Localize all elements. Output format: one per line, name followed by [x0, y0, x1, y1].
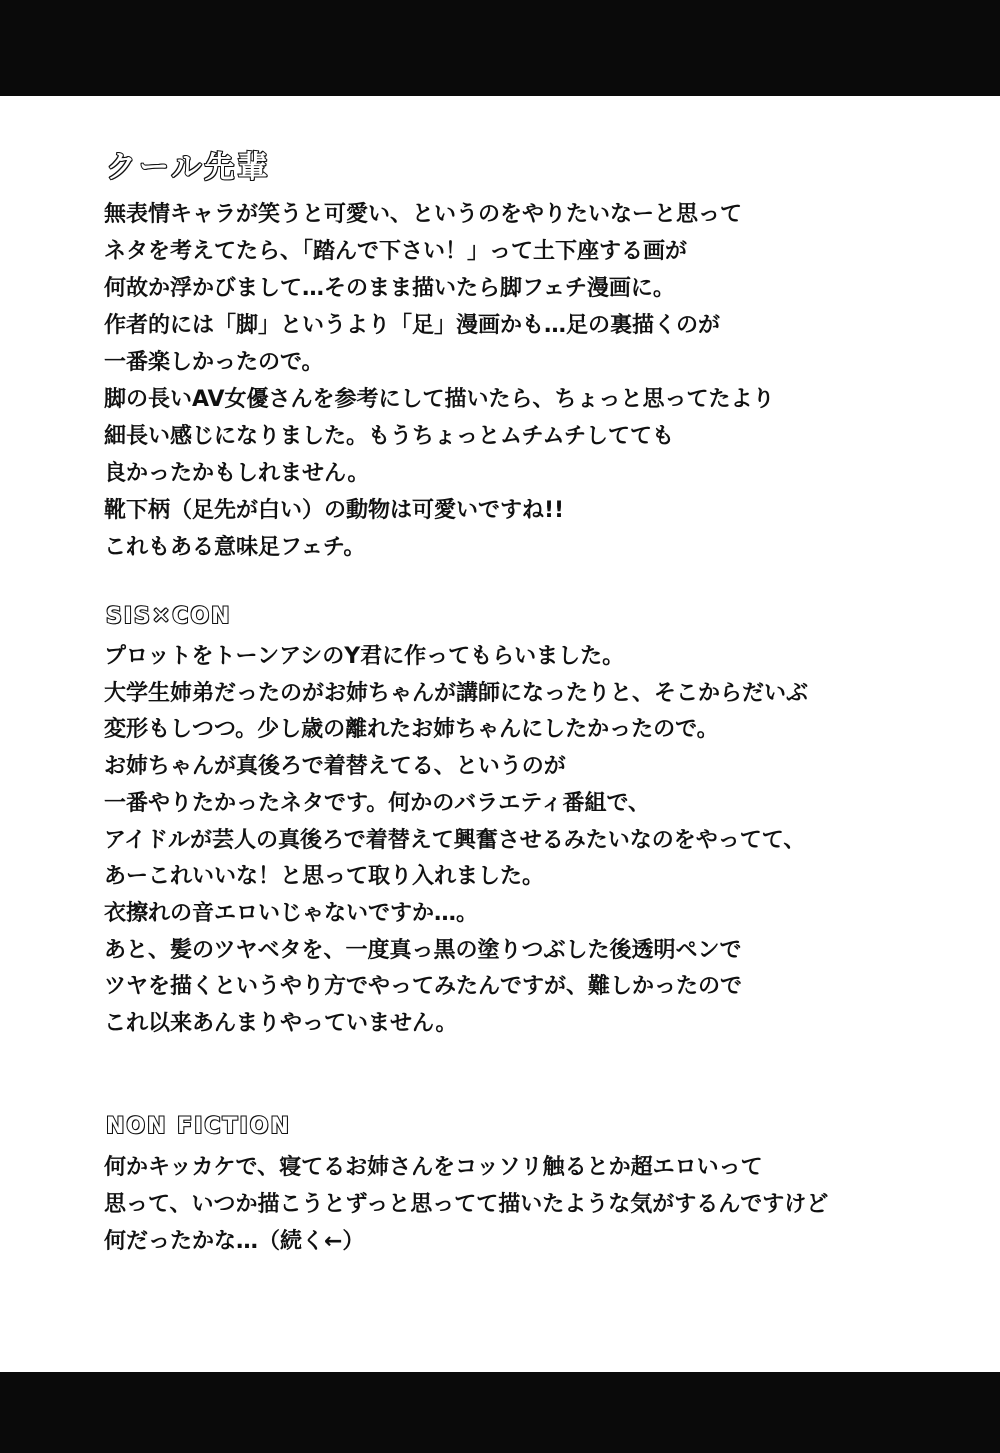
text-line: 何かキッカケで、寝てるお姉さんをコッソリ触るとか超エロいって	[104, 1155, 763, 1180]
text-line: プロットをトーンアシのY君に作ってもらいました。	[104, 644, 625, 669]
text-line: 靴下柄（足先が白い）の動物は可愛いですね!!	[104, 498, 565, 523]
text-line: 作者的には「脚」というより「足」漫画かも…足の裏描くのが	[104, 313, 721, 338]
section-body	[104, 1149, 924, 1260]
text-line: あーこれいいな！と思って取り入れました。	[104, 864, 545, 890]
text-line: お姉ちゃんが真後ろで着替えてる、というのが	[104, 754, 566, 780]
section-heading: NON FICTION	[106, 1114, 291, 1139]
section-heading: クール先輩	[106, 150, 271, 185]
section-sis-con	[104, 604, 924, 1043]
section-non-fiction	[104, 1114, 924, 1260]
section-body	[104, 196, 924, 566]
text-line: ツヤを描くというやり方でやってみたんですが、難しかったので	[104, 974, 743, 1000]
text-line: 衣擦れの音エロいじゃないですか…。	[104, 900, 479, 926]
text-line: 良かったかもしれません。	[104, 461, 370, 486]
text-line: 何故か浮かびまして…そのまま描いたら脚フェチ漫画に。	[104, 276, 675, 301]
text-line: 細長い感じになりました。もうちょっとムチムチしてても	[104, 424, 675, 449]
text-line: ネタを考えてたら、「踏んで下さい！」って土下座する画が	[104, 239, 688, 264]
text-line: 脚の長いAV女優さんを参考にして描いたら、ちょっと思ってたより	[104, 387, 775, 412]
bottom-black-bar	[0, 1372, 1000, 1453]
text-line: アイドルが芸人の真後ろで着替えて興奮させるみたいなのをやってて、	[104, 827, 806, 853]
text-line: 変形もしつつ。少し歳の離れたお姉ちゃんにしたかったので。	[104, 717, 719, 743]
text-line: あと、髪のツヤベタを、一度真っ黒の塗りつぶした後透明ペンで	[104, 937, 742, 963]
text-line: 何だったかな…（続く←）	[104, 1229, 365, 1254]
section-cool-senpai	[104, 142, 924, 566]
section-heading: SIS✕CON	[106, 604, 232, 629]
section-body	[104, 639, 924, 1043]
text-line: 思って、いつか描こうとずっと思ってて描いたような気がするんですけど	[104, 1192, 829, 1217]
top-black-bar	[0, 0, 1000, 96]
text-line: 大学生姉弟だったのがお姉ちゃんが講師になったりと、そこからだいぶ	[104, 680, 809, 706]
text-line: これもある意味足フェチ。	[104, 535, 366, 560]
text-line: 一番やりたかったネタです。何かのバラエティ番組で、	[104, 790, 651, 816]
text-line: 一番楽しかったので。	[104, 350, 324, 375]
text-line: 無表情キャラが笑うと可愛い、というのをやりたいなーと思って	[104, 202, 743, 227]
text-line: これ以来あんまりやっていません。	[104, 1011, 458, 1037]
